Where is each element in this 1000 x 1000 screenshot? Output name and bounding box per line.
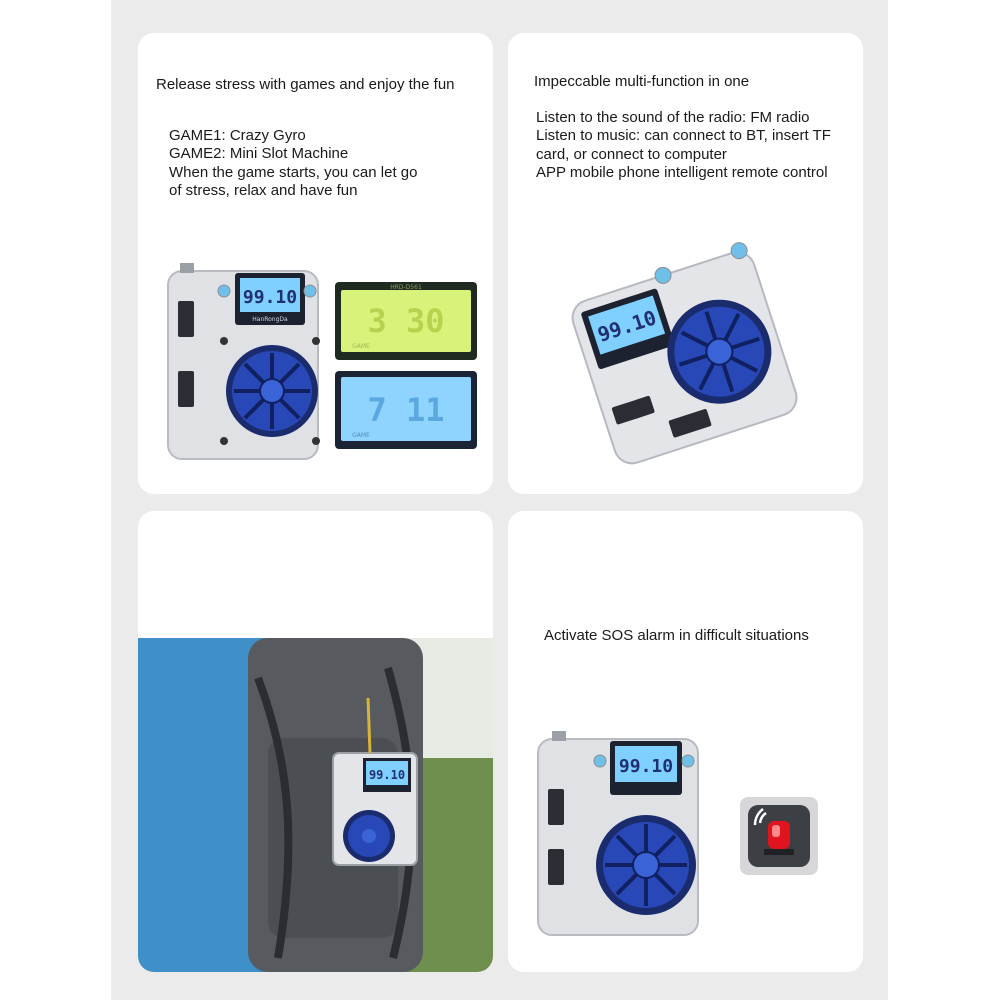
speaker-device-image [530, 729, 710, 947]
backpack-photo [138, 638, 493, 972]
device-lcd-text: 99.10 [618, 756, 674, 777]
games-line-4: of stress, relax and have fun [169, 182, 358, 199]
game-screen-1-display: 3 30 [367, 302, 445, 340]
svg-text:HRD-D561: HRD-D561 [390, 284, 422, 291]
multifunction-line-1: Listen to the sound of the radio: FM radio [536, 109, 810, 126]
game-screen-1 [335, 282, 477, 360]
svg-text:GAME: GAME [352, 432, 370, 439]
games-line-1: GAME1: Crazy Gyro [169, 127, 306, 144]
sos-alarm-icon [740, 797, 818, 875]
games-card [138, 33, 493, 494]
backpack-card [138, 511, 493, 972]
svg-text:GAME: GAME [352, 343, 370, 350]
device-lcd-text: 99.10 [368, 768, 406, 782]
multifunction-line-2: Listen to music: can connect to BT, insert TF [536, 127, 831, 144]
game-screen-2-display: 7 11 [367, 391, 445, 429]
multifunction-card [508, 33, 863, 494]
games-line-3: When the game starts, you can let go [169, 164, 418, 181]
multifunction-line-4: APP mobile phone intelligent remote control [536, 164, 828, 181]
sos-card [508, 511, 863, 972]
device-lcd-text: 99.10 [242, 287, 298, 308]
svg-text:HanRongDa: HanRongDa [252, 316, 288, 323]
device-lcd-text: 99.10 [594, 305, 660, 347]
multifunction-line-3: card, or connect to computer [536, 146, 727, 163]
multifunction-heading: Impeccable multi-function in one [534, 73, 750, 90]
sos-heading: Activate SOS alarm in difficult situations [544, 627, 809, 644]
speaker-device-image [160, 261, 330, 471]
games-line-2: GAME2: Mini Slot Machine [169, 145, 349, 162]
speaker-device-angled-image [558, 233, 808, 473]
game-screen-2 [335, 371, 477, 449]
games-heading: Release stress with games and enjoy the fun [156, 76, 455, 93]
